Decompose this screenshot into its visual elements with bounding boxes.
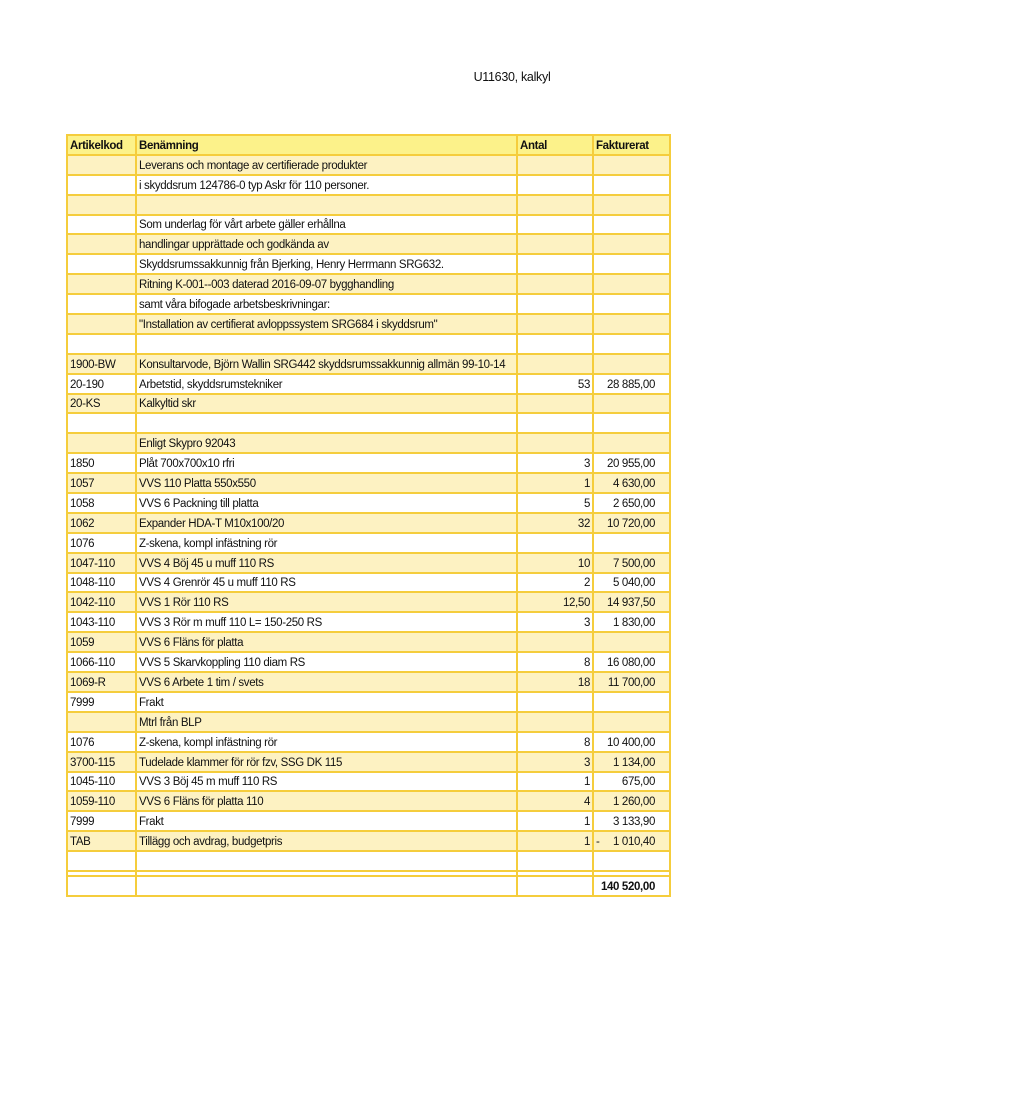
cell-benamning: VVS 4 Grenrör 45 u muff 110 RS <box>136 573 517 593</box>
cell-benamning: Kalkyltid skr <box>136 394 517 414</box>
cell-fakturerat <box>593 513 670 533</box>
cell-benamning: Tudelade klammer för rör fzv, SSG DK 115 <box>136 752 517 772</box>
cell-artikelkod: 1045-110 <box>67 772 136 792</box>
cell-fakturerat <box>593 811 670 831</box>
cell-antal <box>517 155 593 175</box>
amount-value: 7 500,00 <box>613 557 655 570</box>
cell-fakturerat <box>593 772 670 792</box>
cell-benamning: Konsultarvode, Björn Wallin SRG442 skyddsrumssakkunnig allmän 99-10-14 <box>136 354 517 374</box>
cell-benamning: VVS 6 Packning till platta <box>136 493 517 513</box>
table-row <box>67 274 670 294</box>
cell-fakturerat <box>593 712 670 732</box>
table-row <box>67 175 670 195</box>
cell-antal: 1 <box>517 772 593 792</box>
cell-fakturerat <box>593 573 670 593</box>
cell-benamning <box>136 851 517 871</box>
cell-benamning: VVS 3 Rör m muff 110 L= 150-250 RS <box>136 612 517 632</box>
cell-antal: 53 <box>517 374 593 394</box>
cell-artikelkod: 7999 <box>67 811 136 831</box>
amount-value: 10 400,00 <box>606 736 655 749</box>
cell-antal: 4 <box>517 791 593 811</box>
cell-artikelkod: 1043-110 <box>67 612 136 632</box>
cell-artikelkod: 1850 <box>67 453 136 473</box>
cell-artikelkod <box>67 712 136 732</box>
cell-artikelkod <box>67 274 136 294</box>
cell-fakturerat <box>593 533 670 553</box>
total-row <box>67 876 670 896</box>
cell-fakturerat <box>593 254 670 274</box>
cell-benamning: VVS 5 Skarvkoppling 110 diam RS <box>136 652 517 672</box>
cell-artikelkod <box>67 254 136 274</box>
table-row <box>67 652 670 672</box>
header-fakturerat: Fakturerat <box>593 135 670 155</box>
cell-benamning: VVS 6 Fläns för platta <box>136 632 517 652</box>
cell-benamning: Plåt 700x700x10 rfri <box>136 453 517 473</box>
cell-antal <box>517 433 593 453</box>
amount-value: 1 134,00 <box>613 756 655 769</box>
amount-value: 11 700,00 <box>607 676 655 689</box>
amount-value: 28 885,00 <box>606 378 655 391</box>
cell-antal <box>517 394 593 414</box>
cell-antal: 10 <box>517 553 593 573</box>
cell-fakturerat <box>593 791 670 811</box>
cell-fakturerat <box>593 394 670 414</box>
cell-fakturerat <box>593 334 670 354</box>
cell-antal: 1 <box>517 831 593 851</box>
cell-artikelkod: 1066-110 <box>67 652 136 672</box>
header-artikelkod: Artikelkod <box>67 135 136 155</box>
cell-benamning: VVS 6 Fläns för platta 110 <box>136 791 517 811</box>
table-row <box>67 354 670 374</box>
cell-antal <box>517 692 593 712</box>
cell-fakturerat <box>593 453 670 473</box>
cell-benamning: VVS 3 Böj 45 m muff 110 RS <box>136 772 517 792</box>
table-row <box>67 254 670 274</box>
cell-antal <box>517 254 593 274</box>
cell-benamning <box>136 195 517 215</box>
cell-artikelkod <box>67 851 136 871</box>
cell-antal <box>517 175 593 195</box>
cell-artikelkod: 1076 <box>67 732 136 752</box>
cell-fakturerat <box>593 612 670 632</box>
cell-artikelkod <box>67 155 136 175</box>
table-row <box>67 294 670 314</box>
table-row <box>67 553 670 573</box>
amount-value: 1 260,00 <box>613 796 655 809</box>
cell-fakturerat <box>593 752 670 772</box>
cell-benamning: Frakt <box>136 811 517 831</box>
total-name-cell <box>136 876 517 896</box>
table-row <box>67 453 670 473</box>
total-code-cell <box>67 876 136 896</box>
table-row <box>67 573 670 593</box>
cell-fakturerat <box>593 592 670 612</box>
total-qty-cell <box>517 876 593 896</box>
amount-value: 1 830,00 <box>613 617 655 630</box>
cell-artikelkod: TAB <box>67 831 136 851</box>
cell-fakturerat <box>593 374 670 394</box>
cell-fakturerat <box>593 831 670 851</box>
amount-value: 4 630,00 <box>613 478 655 491</box>
table-row <box>67 513 670 533</box>
cell-artikelkod: 1900-BW <box>67 354 136 374</box>
table-row <box>67 752 670 772</box>
cell-artikelkod <box>67 413 136 433</box>
cell-benamning: handlingar upprättade och godkända av <box>136 234 517 254</box>
cell-benamning: Enligt Skypro 92043 <box>136 433 517 453</box>
table-row <box>67 712 670 732</box>
cell-fakturerat <box>593 234 670 254</box>
cell-antal <box>517 533 593 553</box>
cell-fakturerat <box>593 294 670 314</box>
table-row <box>67 612 670 632</box>
cell-fakturerat <box>593 652 670 672</box>
table-row <box>67 314 670 334</box>
cell-artikelkod <box>67 215 136 235</box>
calculation-table <box>66 134 671 897</box>
cell-benamning: "Installation av certifierat avloppssystem SRG684 i skyddsrum" <box>136 314 517 334</box>
cell-benamning: VVS 6 Arbete 1 tim / svets <box>136 672 517 692</box>
table-row <box>67 732 670 752</box>
cell-artikelkod <box>67 234 136 254</box>
cell-antal: 8 <box>517 732 593 752</box>
cell-antal <box>517 354 593 374</box>
table-body <box>67 155 670 871</box>
table-row <box>67 473 670 493</box>
total-amount: 140 520,00 <box>593 876 670 896</box>
cell-artikelkod: 20-190 <box>67 374 136 394</box>
cell-fakturerat <box>593 632 670 652</box>
cell-benamning <box>136 413 517 433</box>
cell-benamning: VVS 110 Platta 550x550 <box>136 473 517 493</box>
cell-benamning: Arbetstid, skyddsrumstekniker <box>136 374 517 394</box>
cell-benamning: Frakt <box>136 692 517 712</box>
cell-fakturerat <box>593 493 670 513</box>
cell-artikelkod: 1057 <box>67 473 136 493</box>
amount-value: 20 955,00 <box>606 458 655 471</box>
table-row <box>67 791 670 811</box>
cell-fakturerat <box>593 553 670 573</box>
cell-antal: 18 <box>517 672 593 692</box>
cell-antal: 2 <box>517 573 593 593</box>
cell-fakturerat <box>593 433 670 453</box>
cell-antal <box>517 334 593 354</box>
cell-artikelkod: 1062 <box>67 513 136 533</box>
cell-fakturerat <box>593 851 670 871</box>
table-row <box>67 811 670 831</box>
cell-antal <box>517 294 593 314</box>
amount-value: 3 133,90 <box>613 816 655 829</box>
cell-fakturerat <box>593 354 670 374</box>
table-row <box>67 533 670 553</box>
cell-benamning: Mtrl från BLP <box>136 712 517 732</box>
cell-artikelkod: 3700-115 <box>67 752 136 772</box>
cell-antal: 1 <box>517 473 593 493</box>
cell-benamning: Expander HDA-T M10x100/20 <box>136 513 517 533</box>
header-antal: Antal <box>517 135 593 155</box>
table-row <box>67 155 670 175</box>
negative-sign: - <box>596 836 600 849</box>
cell-artikelkod <box>67 294 136 314</box>
table-row <box>67 831 670 851</box>
cell-artikelkod: 1076 <box>67 533 136 553</box>
cell-artikelkod: 1069-R <box>67 672 136 692</box>
cell-fakturerat <box>593 413 670 433</box>
amount-value: 2 650,00 <box>613 497 655 510</box>
cell-fakturerat <box>593 732 670 752</box>
amount-value: 14 937,50 <box>606 597 655 610</box>
cell-artikelkod: 1059 <box>67 632 136 652</box>
cell-fakturerat <box>593 473 670 493</box>
cell-artikelkod: 1042-110 <box>67 592 136 612</box>
cell-fakturerat <box>593 175 670 195</box>
table-row <box>67 592 670 612</box>
cell-artikelkod <box>67 195 136 215</box>
cell-antal: 8 <box>517 652 593 672</box>
cell-antal <box>517 195 593 215</box>
cell-antal <box>517 314 593 334</box>
table-row <box>67 433 670 453</box>
header-benamning: Benämning <box>136 135 517 155</box>
table-row <box>67 851 670 871</box>
table-row <box>67 692 670 712</box>
cell-benamning: VVS 4 Böj 45 u muff 110 RS <box>136 553 517 573</box>
cell-benamning: Tillägg och avdrag, budgetpris <box>136 831 517 851</box>
cell-benamning <box>136 334 517 354</box>
cell-artikelkod: 20-KS <box>67 394 136 414</box>
table-header-row <box>67 135 670 155</box>
table-row <box>67 672 670 692</box>
cell-fakturerat <box>593 672 670 692</box>
cell-antal: 12,50 <box>517 592 593 612</box>
cell-antal: 32 <box>517 513 593 533</box>
cell-antal <box>517 234 593 254</box>
table-row <box>67 374 670 394</box>
cell-antal: 1 <box>517 811 593 831</box>
cell-benamning: VVS 1 Rör 110 RS <box>136 592 517 612</box>
page-title: U11630, kalkyl <box>473 70 551 84</box>
amount-value: 16 080,00 <box>606 657 655 670</box>
amount-value: 5 040,00 <box>613 577 655 590</box>
cell-benamning: Ritning K-001--003 daterad 2016-09-07 bygghandling <box>136 274 517 294</box>
cell-benamning: i skyddsrum 124786-0 typ Askr för 110 personer. <box>136 175 517 195</box>
cell-fakturerat <box>593 195 670 215</box>
amount-value: 10 720,00 <box>606 517 655 530</box>
amount-value: 675,00 <box>621 776 655 789</box>
cell-artikelkod <box>67 175 136 195</box>
table-row <box>67 413 670 433</box>
cell-artikelkod <box>67 433 136 453</box>
cell-benamning: samt våra bifogade arbetsbeskrivningar: <box>136 294 517 314</box>
table-row <box>67 195 670 215</box>
table-row <box>67 234 670 254</box>
cell-fakturerat <box>593 314 670 334</box>
table-row <box>67 493 670 513</box>
cell-artikelkod: 7999 <box>67 692 136 712</box>
table-row <box>67 632 670 652</box>
cell-fakturerat <box>593 692 670 712</box>
cell-antal <box>517 851 593 871</box>
cell-benamning: Z-skena, kompl infästning rör <box>136 533 517 553</box>
table-row <box>67 394 670 414</box>
cell-antal: 3 <box>517 752 593 772</box>
cell-benamning: Skyddsrumssakkunnig från Bjerking, Henry Herrmann SRG632. <box>136 254 517 274</box>
cell-antal <box>517 274 593 294</box>
cell-benamning: Z-skena, kompl infästning rör <box>136 732 517 752</box>
cell-artikelkod: 1059-110 <box>67 791 136 811</box>
cell-antal <box>517 413 593 433</box>
cell-benamning: Leverans och montage av certifierade produkter <box>136 155 517 175</box>
cell-antal: 3 <box>517 612 593 632</box>
cell-fakturerat <box>593 155 670 175</box>
cell-fakturerat <box>593 215 670 235</box>
cell-artikelkod <box>67 314 136 334</box>
table-row <box>67 215 670 235</box>
cell-antal: 3 <box>517 453 593 473</box>
cell-artikelkod: 1058 <box>67 493 136 513</box>
table-row <box>67 772 670 792</box>
cell-artikelkod: 1048-110 <box>67 573 136 593</box>
cell-benamning: Som underlag för vårt arbete gäller erhållna <box>136 215 517 235</box>
cell-fakturerat <box>593 274 670 294</box>
cell-antal <box>517 712 593 732</box>
cell-antal: 5 <box>517 493 593 513</box>
cell-antal <box>517 215 593 235</box>
cell-artikelkod <box>67 334 136 354</box>
cell-artikelkod: 1047-110 <box>67 553 136 573</box>
cell-antal <box>517 632 593 652</box>
table-row <box>67 334 670 354</box>
amount-value: 1 010,40 <box>613 836 655 849</box>
